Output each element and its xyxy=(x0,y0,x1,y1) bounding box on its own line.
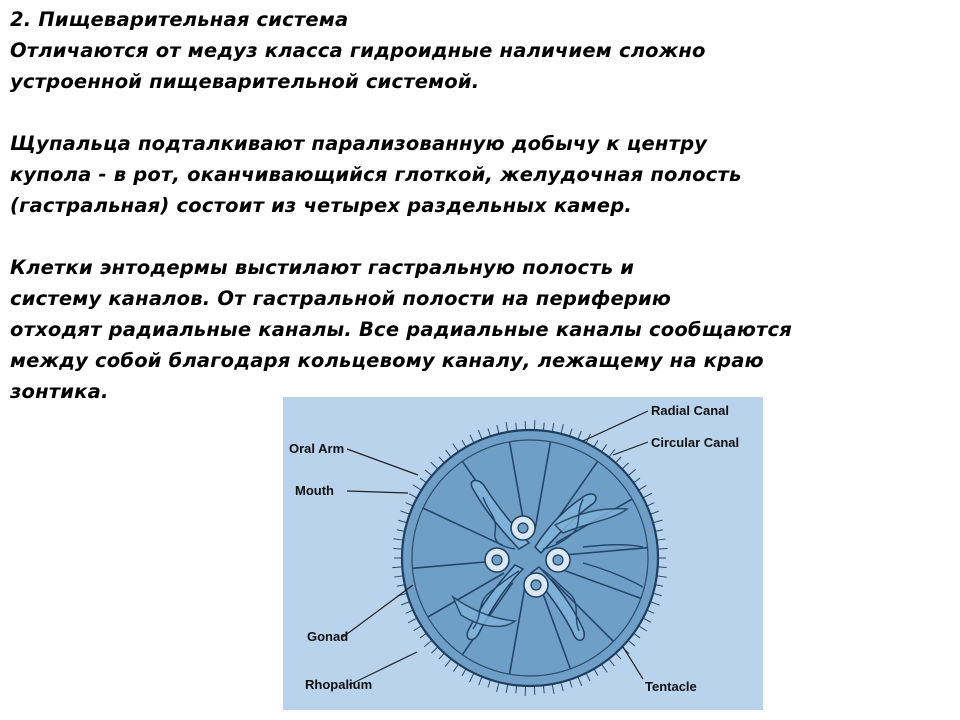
fringe-tentacle xyxy=(431,462,438,469)
fringe-tentacle xyxy=(586,673,590,681)
paragraph-2 xyxy=(10,128,955,221)
text-line: Клетки энтодермы выстилают гастральную полость и xyxy=(10,256,635,279)
fringe-tentacle xyxy=(425,470,432,476)
fringe-tentacle xyxy=(516,423,517,431)
fringe-tentacle xyxy=(653,520,663,523)
fringe-tentacle xyxy=(616,653,621,659)
fringe-tentacle xyxy=(657,539,666,540)
fringe-tentacle xyxy=(397,530,405,532)
text-line: купола - в рот, оканчивающийся глоткой, желудочная полость xyxy=(10,163,742,186)
fringe-tentacle xyxy=(431,647,437,653)
fringe-tentacle xyxy=(628,469,636,475)
text-line: (гастральная) состоит из четырех раздельных камер. xyxy=(10,194,632,217)
jellyfish-diagram-svg xyxy=(283,397,763,710)
text-line: устроенной пищеварительной системой. xyxy=(10,70,480,93)
label-rhopalium: Rhopalium xyxy=(305,677,373,692)
fringe-tentacle xyxy=(655,585,663,587)
fringe-tentacle xyxy=(561,424,563,434)
fringe-tentacle xyxy=(622,463,628,469)
fringe-tentacle xyxy=(594,669,598,676)
fringe-tentacle xyxy=(516,685,517,693)
fringe-tentacle xyxy=(634,478,640,483)
fringe-tentacle xyxy=(478,430,482,439)
fringe-tentacle xyxy=(653,593,662,595)
fringe-tentacle xyxy=(401,602,409,605)
fringe-tentacle xyxy=(570,429,572,437)
fringe-tentacle xyxy=(394,576,403,577)
fringe-tentacle xyxy=(479,677,482,685)
fringe-tentacle xyxy=(602,664,608,672)
fringe-tentacle xyxy=(643,493,652,498)
text-line: систему каналов. От гастральной полости на периферию xyxy=(10,287,672,310)
fringe-tentacle xyxy=(453,664,458,671)
fringe-tentacle xyxy=(414,626,422,631)
fringe-tentacle xyxy=(628,640,635,646)
label-circular-canal: Circular Canal xyxy=(651,435,740,450)
paragraph-1 xyxy=(10,4,955,97)
fringe-tentacle xyxy=(658,548,668,549)
fringe-tentacle xyxy=(497,682,499,692)
fringe-tentacle xyxy=(453,444,459,452)
fringe-tentacle xyxy=(406,610,413,613)
fringe-tentacle xyxy=(497,425,499,434)
fringe-tentacle xyxy=(655,530,663,532)
fringe-tentacle xyxy=(420,478,426,483)
text-line: зонтика. xyxy=(10,380,109,403)
fringe-tentacle xyxy=(488,680,490,688)
fringe-tentacle xyxy=(647,610,654,613)
text-line: Отличаются от медуз класса гидроидные наличием сложно xyxy=(10,39,706,62)
fringe-tentacle xyxy=(408,618,417,623)
fringe-tentacle xyxy=(406,503,413,506)
fringe-tentacle xyxy=(397,585,405,587)
fringe-tentacle xyxy=(439,457,444,463)
fringe-tentacle xyxy=(506,684,508,693)
fringe-tentacle xyxy=(409,494,417,498)
fringe-tentacle xyxy=(650,511,658,514)
fringe-tentacle xyxy=(561,682,563,691)
fringe-tentacle xyxy=(543,685,544,693)
fringe-tentacle xyxy=(552,423,554,432)
fringe-tentacle xyxy=(400,511,409,514)
fringe-tentacle xyxy=(634,633,640,638)
fringe-tentacle xyxy=(543,423,544,431)
heading-line: 2. Пищеварительная система xyxy=(10,8,349,31)
fringe-tentacle xyxy=(424,640,432,646)
fringe-tentacle xyxy=(446,450,452,457)
text-line: отходят радиальные каналы. Все радиальные каналы сообщаются xyxy=(10,318,793,341)
fringe-tentacle xyxy=(570,680,572,688)
label-oral-arm: Oral Arm xyxy=(289,441,345,456)
fringe-tentacle xyxy=(398,520,407,522)
fringe-tentacle xyxy=(393,539,403,540)
fringe-tentacle xyxy=(413,485,421,490)
fringe-tentacle xyxy=(462,440,466,447)
fringe-tentacle xyxy=(616,457,621,463)
fringe-tentacle xyxy=(578,677,582,686)
fringe-tentacle xyxy=(470,435,474,443)
fringe-tentacle xyxy=(609,659,615,666)
fringe-tentacle xyxy=(393,548,402,549)
fringe-tentacle xyxy=(594,440,598,447)
fringe-tentacle xyxy=(643,618,651,622)
slide-text xyxy=(10,4,955,407)
fringe-tentacle xyxy=(552,684,554,694)
fringe-tentacle xyxy=(578,431,581,439)
fringe-tentacle xyxy=(602,444,607,451)
label-radial-canal: Radial Canal xyxy=(651,403,730,418)
label-gonad: Gonad xyxy=(307,629,349,644)
fringe-tentacle xyxy=(658,567,667,568)
fringe-tentacle xyxy=(392,567,402,568)
fringe-tentacle xyxy=(609,449,615,457)
jellyfish-diagram xyxy=(283,397,763,710)
fringe-tentacle xyxy=(647,503,654,506)
fringe-tentacle xyxy=(420,633,426,638)
paragraph-3 xyxy=(10,252,955,407)
fringe-tentacle xyxy=(657,576,667,577)
fringe-tentacle xyxy=(470,673,474,682)
text-line: Щупальца подталкивают парализованную добычу к центру xyxy=(10,132,708,155)
fringe-tentacle xyxy=(462,669,466,676)
fringe-tentacle xyxy=(650,602,659,605)
label-mouth: Mouth xyxy=(295,483,334,498)
fringe-tentacle xyxy=(506,422,508,432)
fringe-tentacle xyxy=(639,626,647,631)
text-line: между собой благодаря кольцевому каналу, лежащему на краю xyxy=(10,349,764,372)
fringe-tentacle xyxy=(445,659,451,667)
fringe-tentacle xyxy=(639,485,647,490)
fringe-tentacle xyxy=(439,653,444,659)
fringe-tentacle xyxy=(488,429,490,437)
label-tentacle: Tentacle xyxy=(645,679,697,694)
bell xyxy=(402,430,658,686)
